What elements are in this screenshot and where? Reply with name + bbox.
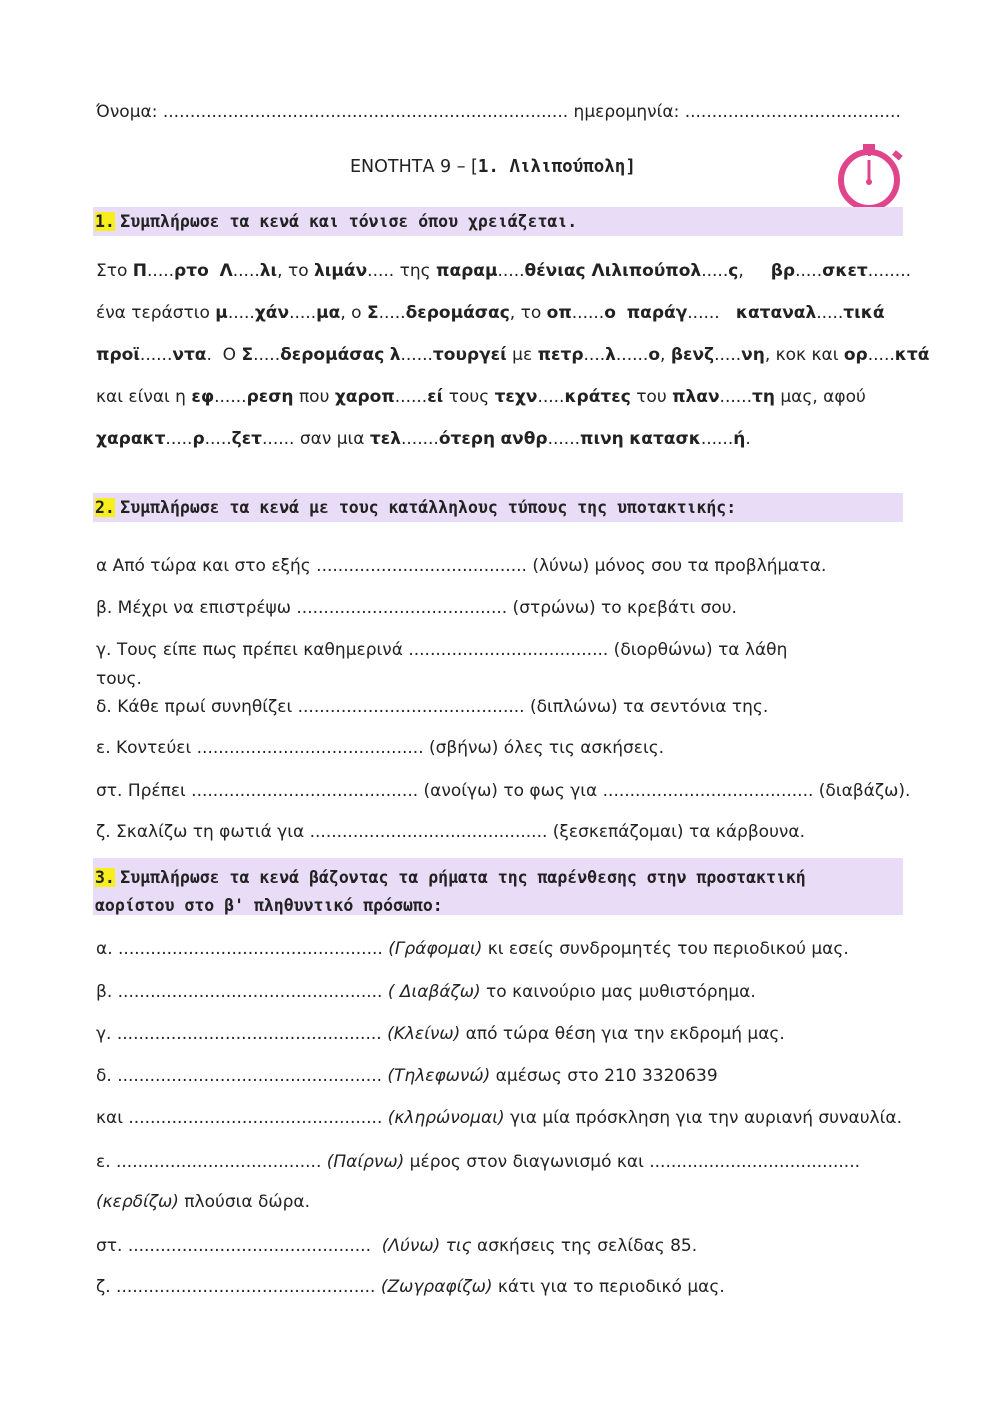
emphasis-text: καταναλ [735, 303, 817, 323]
text-line [96, 345, 929, 365]
plain-text: ζ. ................................................ [96, 1277, 381, 1297]
plain-text: ..... [497, 261, 525, 281]
plain-text: και είναι η [96, 387, 192, 407]
emphasis-text: τεχν [494, 387, 538, 407]
emphasis-text: παραμ [436, 261, 498, 281]
text-line [96, 982, 756, 1002]
emphasis-text: κατασκ [629, 429, 701, 449]
plain-text: κάτι για το περιοδικό μας. [492, 1277, 725, 1297]
plain-text: ...... [547, 429, 581, 449]
plain-text: ένα τεράστιο [96, 303, 216, 323]
plain-text: για μία πρόσκληση για την αυριανή συναυλία. [504, 1108, 902, 1128]
plain-text: ...... [687, 303, 736, 323]
emphasis-text: νη [741, 345, 765, 365]
emphasis-text: λιμάν [314, 261, 368, 281]
emphasis-text: εί [427, 387, 444, 407]
plain-text: ε. ...................................... [96, 1152, 327, 1172]
emphasis-text: λ [389, 345, 401, 365]
plain-text: α. ................................................. [96, 939, 389, 959]
emphasis-text: εφ [191, 387, 215, 407]
plain-text: , το [509, 303, 547, 323]
section2-number: 2. [95, 498, 115, 517]
emphasis-text: βενζ [670, 345, 715, 365]
list-item: ζ. Σκαλίζω τη φωτιά για ............................................ (ξεσκεπάζομαι) τα κάρβουνα. [96, 822, 806, 842]
section2-title: Συμπλήρωσε τα κενά με τους κατάλληλους τύπους της υποτακτικής: [120, 498, 737, 517]
plain-text: ...... [394, 387, 428, 407]
list-item: δ. Κάθε πρωί συνηθίζει .......................................... (διπλώνω) τα σεντόνια της. [96, 697, 769, 717]
emphasis-text: βρ [770, 261, 796, 281]
emphasis-text: δερομάσας [405, 303, 510, 323]
name-date-line: Όνομα: ........................................................................... ημερομηνία: ........................................ [96, 102, 901, 122]
plain-text: ..... [165, 429, 193, 449]
plain-text: ..... [701, 261, 729, 281]
section1-number: 1. [95, 212, 115, 231]
plain-text: . [745, 429, 751, 449]
plain-text: ..... [378, 303, 406, 323]
emphasis-text: τουργεί [432, 345, 507, 365]
plain-text: ..... [227, 303, 255, 323]
plain-text: ..... [537, 387, 565, 407]
plain-text: αμέσως στο 210 3320639 [490, 1066, 718, 1086]
plain-text: ..... [204, 429, 232, 449]
page-title [350, 157, 636, 177]
plain-text: , ο [340, 303, 367, 323]
plain-text: ...... [139, 345, 173, 365]
emphasis-text: ο [648, 345, 661, 365]
plain-text: μας, αφού [774, 387, 866, 407]
plain-text: ...... [571, 303, 605, 323]
plain-text: ...... [615, 345, 649, 365]
plain-text: από τώρα θέση για την εκδρομή μας. [460, 1024, 785, 1044]
plain-text: ...... [400, 345, 433, 365]
plain-text: ....... [400, 429, 439, 449]
plain-text: ..... [232, 261, 260, 281]
plain-text: . Ο [206, 345, 242, 365]
plain-text: ασκήσεις της σελίδας 85. [471, 1236, 698, 1256]
text-line [96, 1192, 310, 1212]
emphasis-text: Σ [366, 303, 379, 323]
emphasis-text: ρ [192, 429, 205, 449]
emphasis-text: πινη [580, 429, 624, 449]
plain-text: ...... [700, 429, 734, 449]
emphasis-text: λι [259, 261, 278, 281]
emphasis-text: μ [215, 303, 228, 323]
text-line [96, 261, 911, 281]
plain-text: στ. ............................................. [96, 1236, 382, 1256]
emphasis-text: προϊ [96, 345, 140, 365]
title-bold: 1. Λιλιπούπολη] [477, 157, 636, 177]
emphasis-text: ντα [172, 345, 207, 365]
text-line [96, 1277, 725, 1297]
text-line [96, 303, 885, 323]
title-plain: ΕΝΟΤΗΤΑ 9 – [ [350, 157, 478, 177]
plain-text [209, 261, 220, 281]
text-line [96, 429, 751, 449]
section1-header [93, 207, 903, 236]
plain-text: ........ [867, 261, 911, 281]
emphasis-text: ότερη [438, 429, 496, 449]
list-item: στ. Πρέπει .......................................... (ανοίγω) το φως για ....................................... (διαβάζω). [96, 781, 911, 801]
emphasis-text: πετρ [537, 345, 584, 365]
plain-text: ..... [147, 261, 175, 281]
text-line [96, 387, 866, 407]
emphasis-text: χάν [254, 303, 290, 323]
text-line [96, 1108, 902, 1128]
plain-text: ...... [719, 387, 752, 407]
emphasis-text: θένιας Λιλιπούπολ [524, 261, 702, 281]
plain-text: τους [443, 387, 495, 407]
emphasis-text: μα [316, 303, 341, 323]
emphasis-text: τελ [369, 429, 401, 449]
emphasis-text: (Παίρνω) [326, 1152, 405, 1172]
text-line [96, 1066, 718, 1086]
plain-text: , κοκ και [764, 345, 844, 365]
emphasis-text: τικά [843, 303, 885, 323]
section3-title-line1: Συμπλήρωσε τα κενά βάζοντας τα ρήματα της παρένθεσης στην προστακτική [120, 868, 806, 887]
text-line [96, 1152, 860, 1172]
emphasis-text: ο [604, 303, 616, 323]
text-line [96, 1024, 785, 1044]
plain-text: πλούσια δώρα. [178, 1192, 311, 1212]
emphasis-text: (Λύνω) τις [381, 1236, 472, 1256]
plain-text: ..... [867, 345, 895, 365]
plain-text: μέρος στον διαγωνισμό και ....................................... [404, 1152, 861, 1172]
plain-text: ..... [816, 303, 844, 323]
plain-text: ...... σαν μια [262, 429, 370, 449]
emphasis-text: ( Διαβάζω) [387, 982, 481, 1002]
emphasis-text: κτά [894, 345, 930, 365]
emphasis-text: παράγ [626, 303, 688, 323]
emphasis-text: ς [728, 261, 739, 281]
emphasis-text: ζετ [231, 429, 263, 449]
section3-header [93, 858, 903, 915]
emphasis-text: Λ [219, 261, 233, 281]
plain-text: κι εσείς συνδρομητές του περιοδικού μας. [482, 939, 849, 959]
emphasis-text: οπ [546, 303, 572, 323]
emphasis-text: ή [733, 429, 746, 449]
emphasis-text: (κερδίζω) [96, 1192, 179, 1212]
plain-text: ..... [714, 345, 742, 365]
emphasis-text: δερομάσας [280, 345, 385, 365]
plain-text: με [506, 345, 538, 365]
emphasis-text: Π [132, 261, 148, 281]
plain-text: Στο [96, 261, 133, 281]
emphasis-text: (Γράφομαι) [388, 939, 483, 959]
plain-text: , το [277, 261, 315, 281]
emphasis-text: (Ζωγραφίζω) [380, 1277, 493, 1297]
plain-text: που [293, 387, 335, 407]
list-item: α Από τώρα και στο εξής ....................................... (λύνω) μόνος σου τα προβλήματα. [96, 556, 827, 576]
plain-text: .... [583, 345, 606, 365]
emphasis-text: (Τηλεφωνώ) [387, 1066, 491, 1086]
text-line [96, 1236, 697, 1256]
emphasis-text: κράτες [564, 387, 631, 407]
plain-text: ..... [795, 261, 823, 281]
plain-text: ..... της [367, 261, 436, 281]
section3-title-line2: αορίστου στο β' πληθυντικό πρόσωπο: [95, 896, 443, 915]
section3-number: 3. [95, 868, 115, 887]
list-item: ε. Κοντεύει .......................................... (σβήνω) όλες τις ασκήσεις. [96, 738, 665, 758]
text-line [96, 939, 849, 959]
plain-text: ..... [289, 303, 317, 323]
emphasis-text: χαροπ [334, 387, 395, 407]
plain-text: γ. ................................................. [96, 1024, 388, 1044]
list-item: τους. [96, 669, 142, 689]
plain-text: δ. ................................................. [96, 1066, 388, 1086]
emphasis-text: (Κλείνω) [387, 1024, 461, 1044]
emphasis-text: ρεση [246, 387, 294, 407]
list-item: β. Μέχρι να επιστρέψω ....................................... (στρώνω) το κρεβάτι σου. [96, 598, 737, 618]
emphasis-text: τη [751, 387, 775, 407]
emphasis-text: ορ [843, 345, 868, 365]
section1-title: Συμπλήρωσε τα κενά και τόνισε όπου χρειάζεται. [120, 212, 578, 231]
emphasis-text: σκετ [822, 261, 868, 281]
plain-text: ...... [214, 387, 247, 407]
section2-header [93, 493, 903, 522]
plain-text: ..... [253, 345, 281, 365]
plain-text: και ............................................... [96, 1108, 388, 1128]
emphasis-text: χαρακτ [96, 429, 166, 449]
emphasis-text: λ [605, 345, 616, 365]
emphasis-text: (κληρώνομαι) [387, 1108, 505, 1128]
plain-text: , [660, 345, 671, 365]
emphasis-text: ανθρ [500, 429, 548, 449]
plain-text [616, 303, 627, 323]
emphasis-text: ρτο [174, 261, 209, 281]
plain-text: του [630, 387, 673, 407]
plain-text: , [738, 261, 771, 281]
emphasis-text: Σ [241, 345, 254, 365]
plain-text: το καινούριο μας μυθιστόρημα. [480, 982, 756, 1002]
list-item: γ. Τους είπε πως πρέπει καθημερινά ..................................... (διορθώνω) τα λάθη [96, 640, 788, 660]
plain-text: β. ................................................. [96, 982, 388, 1002]
emphasis-text: πλαν [672, 387, 720, 407]
